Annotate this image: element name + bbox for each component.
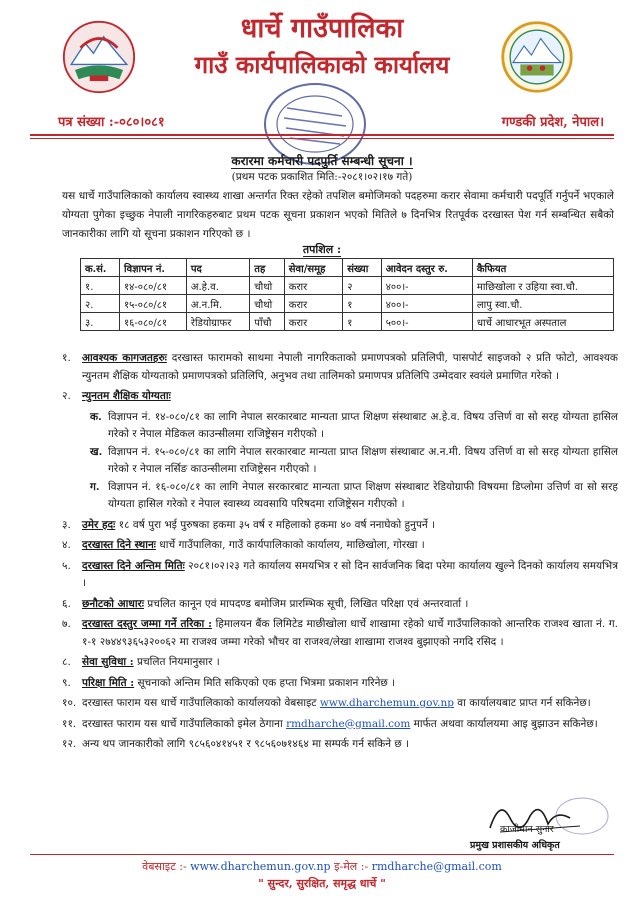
table-header-cell: क.सं.: [81, 259, 120, 277]
province-label: गण्डकी प्रदेश, नेपाल।: [501, 115, 604, 130]
list-item: २. न्युनतम शैक्षिक योग्यताः: [62, 390, 171, 402]
list-item: १०. दरखास्त फाराम यस धार्चे गाउँपालिकाको कार्यालयको वेबसाइट www.dharchemun.gov.np वा कार्यालयबाट प्राप्त गर्न सकिनेछ।: [62, 697, 591, 709]
list-subitem: ग. विज्ञापन नं. १६-०८०/८१ का लागि नेपाल सरकारबाट मान्यता प्राप्त शिक्षण संस्थाबाट रेडियोग्राफी विषयमा डिप्लोमा उत्तिर्ण वा सो सरह योग्यता हासिल गरेको र नेपाल स्वास्थ्य व्यवसायि परिषदमा राजिष्ट्रेसन गरीएको ।: [90, 480, 618, 510]
table-cell: करार: [284, 295, 343, 313]
notice-intro: यस धार्चे गाउँपालिकाको कार्यालय स्वास्थ्य शाखा अन्तर्गत रिक्त रहेको तपशिल बमोजिमको पदहरुमा करार सेवामा कर्मचारी पदपूर्ति गर्नुपर्ने भएकाले योग्यता पुगेका इच्छुक नेपाली नागरिकहरुबाट प्रथम पटक सूचना प्रकाशन भएको मितिले ७ दिनभित्र रितपूर्वक दरखास्त पेश गर्न सम्बन्धित सबैको जानकारीका लागि यो सूचना प्रकाशन गरिएको छ ।: [62, 190, 614, 240]
footer-slogan: " सुन्दर, सुरक्षित, समृद्ध धार्चे ": [258, 877, 386, 890]
schedule-heading: तपशिल :: [302, 243, 342, 256]
table-cell: १: [343, 295, 381, 313]
table-cell: ४००।-: [381, 295, 472, 313]
list-subitem: ख. विज्ञापन नं. १५-०८०/८१ का लागि नेपाल सरकारबाट मान्यता प्राप्त शिक्षण संस्थाबाट अ.न.मी. विषय उत्तिर्ण वा सो सरह योग्यता हासिल गरेको र नेपाल नर्सिङ काउन्सीलमा राजिष्ट्रेसन गरीएको ।: [90, 445, 618, 475]
table-cell: चौथो: [250, 277, 285, 295]
footer-website-link[interactable]: www.dharchemun.gov.np: [190, 860, 331, 873]
list-item: ९. परिक्षा मिति : सूचनाको अन्तिम मिति सकिएको एक हप्ता भित्रमा प्रकाशन गरिनेछ ।: [62, 676, 396, 689]
table-cell: २.: [81, 295, 120, 313]
table-cell: अ.हे.व.: [186, 277, 249, 295]
table-header-cell: पद: [186, 259, 249, 277]
table-cell: करार: [284, 313, 343, 331]
header-divider: [30, 134, 614, 136]
vacancy-table: [80, 258, 614, 331]
table-header-cell: तह: [250, 259, 285, 277]
table-cell: १६-०८०/८१: [119, 313, 186, 331]
table-header-cell: विज्ञापन नं.: [119, 259, 186, 277]
list-item: १. आवश्यक कागजतहरुः दरखास्त फारामको साथमा नेपाली नागरिकताको प्रमाणपत्रको प्रतिलिपी, पासपोर्ट साइजको २ प्रति फोटो, आवश्यक न्युनतम शैक्षिक योग्यताको प्रमाणपत्रको प्रतिलिपि, अनुभव तथा तालिमको प्रमाणपत्र प्रतिलिपि उम्मेदवार स्वयंले प्रमाणित गरेको ।: [62, 352, 618, 382]
website-link[interactable]: www.dharchemun.gov.np: [319, 697, 454, 709]
table-header-cell: आवेदन दस्तुर रु.: [381, 259, 472, 277]
table-cell: धार्चे आधारभूत अस्पताल: [472, 313, 613, 331]
published-date: (प्रथम पटक प्रकाशित मिति:-२०८१।०२।१७ गते): [231, 171, 413, 183]
table-cell: लापु स्वा.चौ.: [472, 295, 613, 313]
table-cell: ४००।-: [381, 277, 472, 295]
signatory-designation: प्रमुख प्रशासकीय अधिकृत: [470, 840, 560, 851]
footer-contact: वेबसाइट :- www.dharchemun.gov.np इ-मेल :- rmdharche@gmail.com: [142, 860, 502, 873]
table-cell: अ.न.मि.: [186, 295, 249, 313]
table-header-cell: संख्या: [343, 259, 381, 277]
office-title: गाउँ कार्यपालिकाको कार्यालय: [194, 50, 450, 79]
table-header-row: [81, 259, 614, 277]
table-cell: करार: [284, 277, 343, 295]
table-cell: माछिखोला र उहिया स्वा.चौ.: [472, 277, 613, 295]
table-cell: ३.: [81, 313, 120, 331]
conditions-list: [62, 350, 618, 757]
footer-divider: [30, 854, 614, 855]
table-cell: १५-०८०/८१: [119, 295, 186, 313]
list-item: ५. दरखास्त दिने अन्तिम मितिः २०८१।०२।२३ गते कार्यालय समयभित्र र सो दिन सार्वजनिक बिदा परेमा कार्यालय खुल्ने दिनको कार्यालय समयभित्र ।: [62, 559, 618, 589]
table-row: [81, 277, 614, 295]
list-item: ४. दरखास्त दिने स्थानः धार्चे गाउँपालिका, गाउँ कार्यपालिकाको कार्यालय, माछिखोला, गोरखा ।: [62, 539, 425, 551]
table-row: [81, 295, 614, 313]
table-cell: चौथो: [250, 295, 285, 313]
table-cell: १.: [81, 277, 120, 295]
reference-number: पत्र संख्या :-०८०।०८१: [58, 115, 165, 130]
list-item: ११. दरखास्त फाराम यस धार्चे गाउँपालिकाको इमेल ठेगाना rmdharche@gmail.com मार्फत अथवा कार्यालयमा आइ बुझाउन सकिनेछ।: [62, 717, 598, 730]
table-header-cell: सेवा/समूह: [284, 259, 343, 277]
list-item: ८. सेवा सुविधा : प्रचलित नियमानुसार ।: [62, 656, 220, 668]
list-item: ७. दरखास्त दस्तुर जम्मा गर्ने तरिका : हिमालयन बैंक लिमिटेड माछीखोला धार्चे शाखामा रहेको धार्चे गाउँपालिकाको आन्तरिक राजश्व खाता नं. ग. १-१ २७४४९३६५३२००६२ मा राजश्व जम्मा गरेको भौचर वा राजश्व/लेखा शाखामा राजश्व बुझाएको नगदि रसिद ।: [62, 618, 618, 648]
table-cell: पाँचौ: [250, 313, 285, 331]
table-cell: रेडियोग्राफर: [186, 313, 249, 331]
table-header-cell: कैफियत: [472, 259, 613, 277]
list-subitem: क. विज्ञापन नं. १४-०८०/८१ का लागि नेपाल सरकारबाट मान्यता प्राप्त शिक्षण संस्थाबाट अ.हे.व. विषय उत्तिर्ण वा सो सरह योग्यता हासिल गरेको र नेपाल मेडिकल काउन्सीलमा राजिष्ट्रेसन गरीएको ।: [90, 410, 618, 440]
list-item: ६. छनौटको आधारः प्रचलित कानून एवं मापदण्ड बमोजिम प्रारम्भिक सूची, लिखित परिक्षा एवं अन्तरवार्ता ।: [62, 597, 469, 610]
table-row: [81, 313, 614, 331]
table-cell: १४-०८०/८१: [119, 277, 186, 295]
notice-title: करारमा कर्मचारी पदपुर्ति सम्बन्धी सूचना ।: [231, 154, 413, 168]
header-divider-thin: [30, 138, 614, 139]
table-cell: २: [343, 277, 381, 295]
footer-email-link[interactable]: rmdharche@gmail.com: [371, 860, 502, 873]
municipality-title: धार्चे गाउँपालिका: [240, 13, 404, 44]
signatory-name: काजीमान सुनार: [500, 824, 554, 835]
table-cell: ५००।-: [381, 313, 472, 331]
table-cell: १: [343, 313, 381, 331]
list-item: १२. अन्य थप जानकारीको लागि ९८५६०४१४५१ र ९८५६०७१४६४ मा सम्पर्क गर्न सकिने छ ।: [62, 738, 410, 750]
email-link[interactable]: rmdharche@gmail.com: [286, 717, 411, 730]
list-item: ३. उमेर हदः १८ वर्ष पुरा भई पुरुषका हकमा ३५ वर्ष र महिलाको हकमा ४० वर्ष ननाघेको हुनुपर्ने ।: [62, 518, 436, 531]
